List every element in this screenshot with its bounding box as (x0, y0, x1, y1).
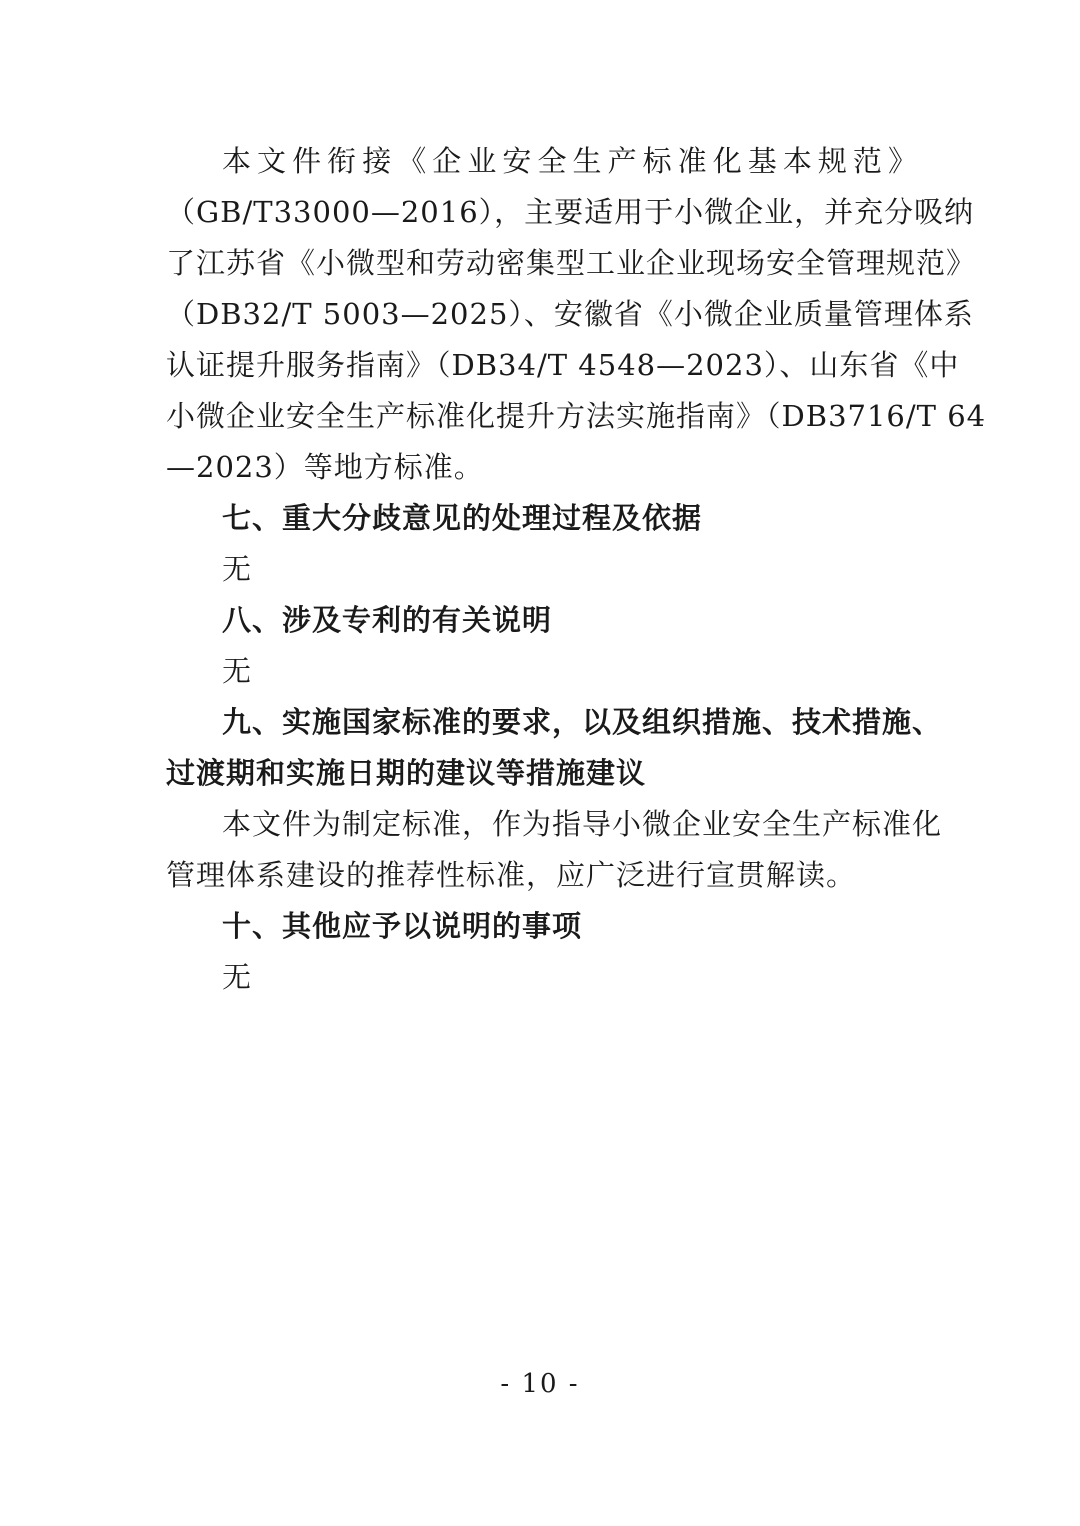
section-heading-8: 八、涉及专利的有关说明 (222, 603, 553, 637)
paragraph-line: —2023）等地方标准。 (166, 450, 484, 484)
page-number: - 10 - (500, 1369, 580, 1399)
section-body-9-line-2: 管理体系建设的推荐性标准，应广泛进行宣贯解读。 (166, 858, 857, 892)
paragraph-line: 认证提升服务指南》（DB34/T 4548—2023）、山东省《中 (166, 348, 960, 382)
paragraph-line: （DB32/T 5003—2025）、安徽省《小微企业质量管理体系 (166, 297, 974, 331)
paragraph-line: 小微企业安全生产标准化提升方法实施指南》（DB3716/T 64 (166, 399, 987, 433)
section-heading-7: 七、重大分歧意见的处理过程及依据 (222, 501, 703, 535)
section-heading-9-line-1: 九、实施国家标准的要求，以及组织措施、技术措施、 (222, 705, 943, 739)
section-body-9-line-1: 本文件为制定标准，作为指导小微企业安全生产标准化 (222, 807, 943, 841)
section-body-10: 无 (222, 960, 253, 994)
paragraph-line: 了江苏省《小微型和劳动密集型工业企业现场安全管理规范》 (166, 246, 977, 280)
section-heading-9-line-2: 过渡期和实施日期的建议等措施建议 (166, 756, 647, 790)
section-body-8: 无 (222, 654, 253, 688)
section-heading-10: 十、其他应予以说明的事项 (222, 909, 583, 943)
paragraph-line: 本文件衔接《企业安全生产标准化基本规范》 (222, 144, 918, 178)
paragraph-line: （GB/T33000—2016），主要适用于小微企业，并充分吸纳 (166, 195, 975, 229)
section-body-7: 无 (222, 552, 253, 586)
